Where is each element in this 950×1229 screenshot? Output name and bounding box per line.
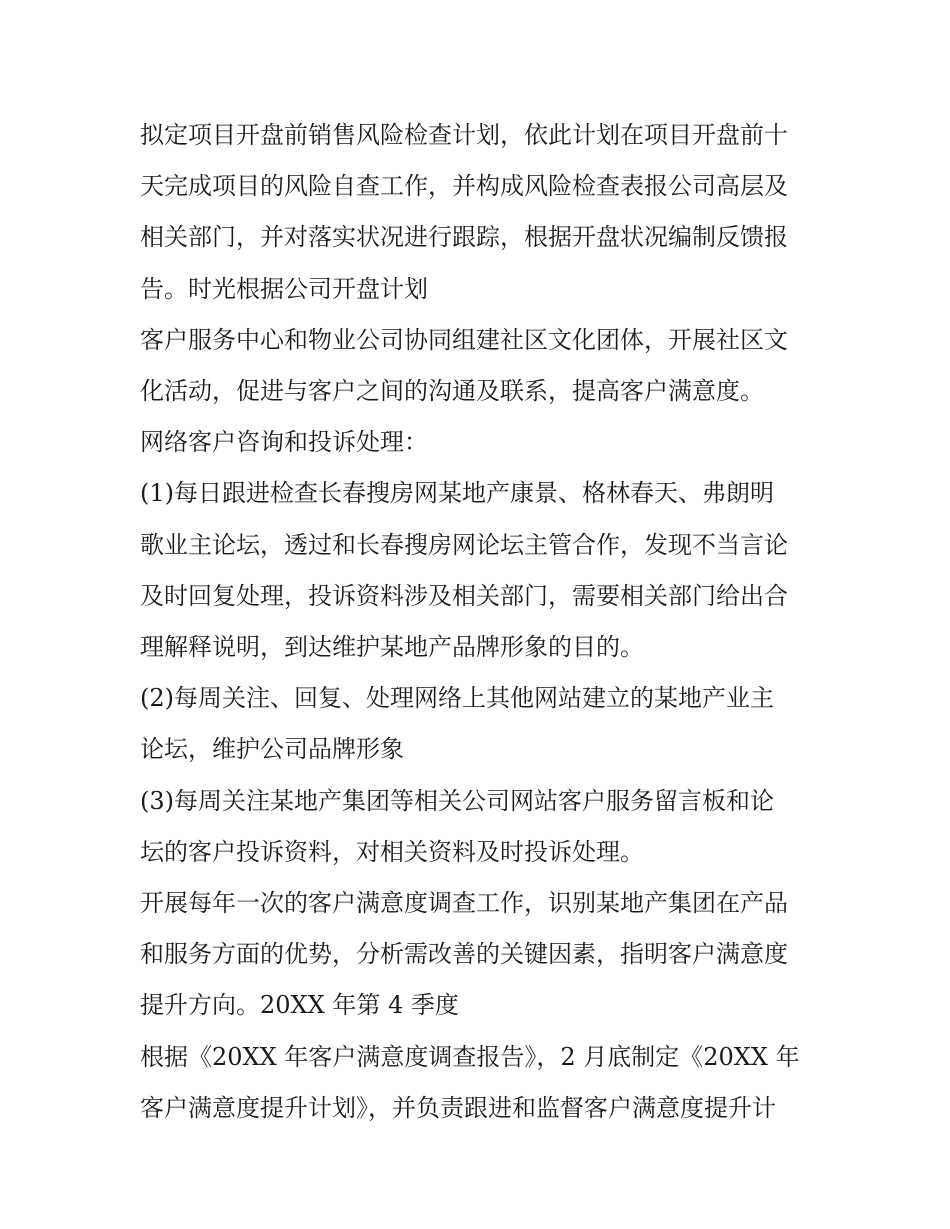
paragraph-item-1: (1)每日跟进检查长春搜房网某地产康景、格林春天、弗朗明 歌业主论坛，透过和长春搜房网论坛主管合作，发现不当言论 及时回复处理，投诉资料涉及相关部门，需要相关部门给出合 理解释说明，到达维护某地产品牌形象的目的。 xyxy=(140,479,788,662)
paragraph-satisfaction-plan: 根据《20XX 年客户满意度调查报告》，2 月底制定《20XX 年 客户满意度提升计划》，并负责跟进和监督客户满意度提升计 xyxy=(140,1042,800,1122)
document-body xyxy=(140,110,820,1134)
paragraph-item-2: (2)每周关注、回复、处理网络上其他网站建立的某地产业主 论坛，维护公司品牌形象 xyxy=(140,684,774,764)
paragraph-community-culture: 客户服务中心和物业公司协同组建社区文化团体，开展社区文 化活动，促进与客户之间的沟通及联系，提高客户满意度。 xyxy=(140,325,788,406)
paragraph-sales-risk-check: 拟定项目开盘前销售风险检查计划，依此计划在项目开盘前十 天完成项目的风险自查工作，并构成风险检查表报公司高层及 相关部门，并对落实状况进行跟踪，根据开盘状况编制反馈报 告。时光根据公司开盘计划 xyxy=(140,121,788,303)
paragraph-satisfaction-survey: 开展每年一次的客户满意度调查工作，识别某地产集团在产品 和服务方面的优势，分析需改善的关键因素，指明客户满意度 提升方向。20XX 年第 4 季度 xyxy=(140,889,788,1020)
paragraph-item-3: (3)每周关注某地产集团等相关公司网站客户服务留言板和论 坛的客户投诉资料，对相关资料及时投诉处理。 xyxy=(140,786,774,866)
paragraph-online-inquiry-heading: 网络客户咨询和投诉处理： xyxy=(140,428,428,457)
